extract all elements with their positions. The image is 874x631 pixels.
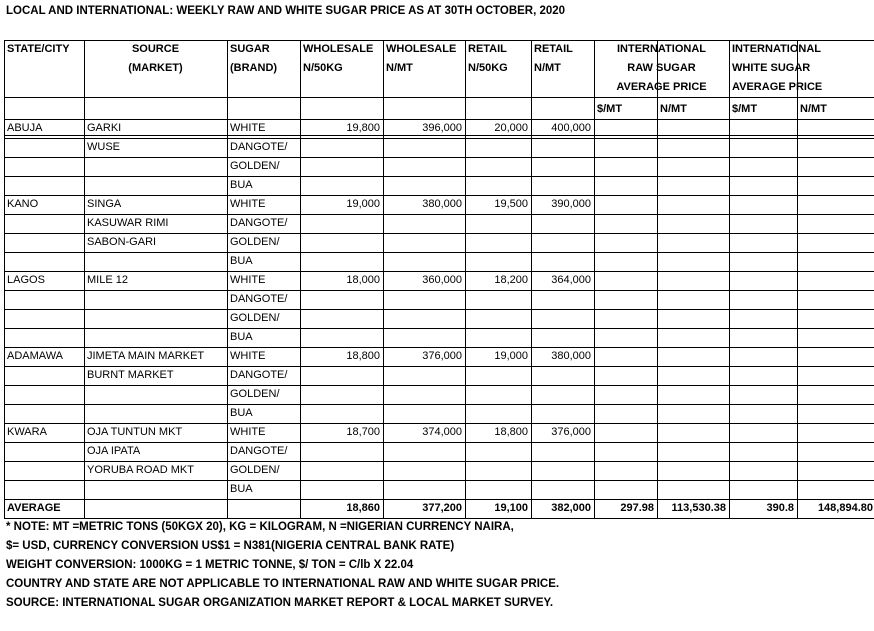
header-source: SOURCE [131,43,180,55]
cell-brand: GOLDEN/ [230,160,280,172]
cell-retail-50kg: 19,500 [494,198,528,210]
cell-state: LAGOS [7,274,45,286]
header-retail-50kg: N/50KG [468,62,508,74]
cell-brand: BUA [230,179,253,191]
cell-source: GARKI [87,122,122,134]
cell-brand: DANGOTE/ [230,217,288,229]
average-raw-usd: 297.98 [620,502,654,514]
cell-retail-mt: 376,000 [551,426,591,438]
average-retail-mt: 382,000 [551,502,591,514]
cell-brand: DANGOTE/ [230,293,288,305]
cell-brand: BUA [230,255,253,267]
cell-wholesale-50kg: 19,000 [346,198,380,210]
average-white-usd: 390.8 [766,502,794,514]
cell-wholesale-mt: 376,000 [422,350,462,362]
header-sugar-brand: SUGAR [230,43,270,55]
cell-source: OJA TUNTUN MKT [87,426,183,438]
cell-retail-mt: 390,000 [551,198,591,210]
cell-brand: DANGOTE/ [230,369,288,381]
cell-brand: WHITE [230,198,266,210]
cell-retail-50kg: 19,000 [494,350,528,362]
cell-wholesale-mt: 360,000 [422,274,462,286]
cell-brand: WHITE [230,350,266,362]
average-raw-n: 113,530.38 [671,502,726,514]
cell-brand: GOLDEN/ [230,388,280,400]
header-intl-raw: AVERAGE PRICE [616,81,707,93]
note-line: $= USD, CURRENCY CONVERSION US$1 = N381(NIGERIA CENTRAL BANK RATE) [6,540,455,552]
cell-brand: GOLDEN/ [230,312,280,324]
cell-state: KANO [7,198,39,210]
average-white-n: 148,894.80 [817,502,873,514]
note-line: * NOTE: MT =METRIC TONS (50KGX 20), KG = KILOGRAM, N =NIGERIAN CURRENCY NAIRA, [6,521,514,533]
cell-wholesale-mt: 380,000 [422,198,462,210]
header-white-usd-mt: $/MT [732,103,758,115]
average-wholesale-mt: 377,200 [422,502,462,514]
cell-wholesale-mt: 374,000 [422,426,462,438]
cell-retail-50kg: 20,000 [494,122,528,134]
cell-retail-50kg: 18,200 [494,274,528,286]
cell-wholesale-50kg: 18,800 [346,350,380,362]
header-intl-raw: INTERNATIONAL [616,43,706,55]
header-raw-usd-mt: $/MT [597,103,623,115]
header-white-n-mt: N/MT [800,103,827,115]
header-intl-white: AVERAGE PRICE [732,81,823,93]
header-wholesale-mt: WHOLESALE [386,43,457,55]
average-wholesale-50kg: 18,860 [346,502,380,514]
cell-brand: DANGOTE/ [230,141,288,153]
cell-source: KASUWAR RIMI [87,217,169,229]
cell-state: ADAMAWA [7,350,64,362]
cell-brand: WHITE [230,426,266,438]
header-intl-white: INTERNATIONAL [732,43,822,55]
header-wholesale-50kg: N/50KG [303,62,343,74]
average-retail-50kg: 19,100 [494,502,528,514]
cell-brand: WHITE [230,274,266,286]
header-state-city: STATE/CITY [7,43,70,55]
header-source: (MARKET) [128,62,183,74]
header-intl-white: WHITE SUGAR [732,62,811,74]
cell-wholesale-50kg: 18,700 [346,426,380,438]
cell-source: WUSE [87,141,120,153]
cell-brand: WHITE [230,122,266,134]
note-line: SOURCE: INTERNATIONAL SUGAR ORGANIZATION MARKET REPORT & LOCAL MARKET SURVEY. [6,597,554,609]
average-label: AVERAGE [7,502,61,514]
cell-wholesale-50kg: 18,000 [346,274,380,286]
cell-source: YORUBA ROAD MKT [87,464,194,476]
cell-brand: GOLDEN/ [230,236,280,248]
cell-wholesale-50kg: 19,800 [346,122,380,134]
cell-source: OJA IPATA [87,445,141,457]
header-wholesale-mt: N/MT [386,62,413,74]
header-sugar-brand: (BRAND) [230,62,278,74]
cell-wholesale-mt: 396,000 [422,122,462,134]
cell-source: JIMETA MAIN MARKET [87,350,205,362]
cell-brand: GOLDEN/ [230,464,280,476]
note-line: WEIGHT CONVERSION: 1000KG = 1 METRIC TONNE, $/ TON = C/lb X 22.04 [6,559,414,571]
header-raw-n-mt: N/MT [660,103,687,115]
sheet-title: LOCAL AND INTERNATIONAL: WEEKLY RAW AND WHITE SUGAR PRICE AS AT 30TH OCTOBER, 2020 [6,5,566,17]
cell-brand: BUA [230,407,253,419]
header-wholesale-50kg: WHOLESALE [303,43,374,55]
cell-source: MILE 12 [87,274,128,286]
cell-brand: BUA [230,483,253,495]
header-retail-mt: N/MT [534,62,561,74]
note-line: COUNTRY AND STATE ARE NOT APPLICABLE TO INTERNATIONAL RAW AND WHITE SUGAR PRICE. [6,578,560,590]
cell-state: ABUJA [7,122,43,134]
cell-retail-mt: 380,000 [551,350,591,362]
cell-retail-mt: 400,000 [551,122,591,134]
cell-source: SABON-GARI [87,236,157,248]
header-retail-mt: RETAIL [534,43,573,55]
cell-state: KWARA [7,426,47,438]
cell-retail-50kg: 18,800 [494,426,528,438]
cell-retail-mt: 364,000 [551,274,591,286]
header-retail-50kg: RETAIL [468,43,507,55]
cell-source: SINGA [87,198,122,210]
header-intl-raw: RAW SUGAR [627,62,696,74]
cell-brand: BUA [230,331,253,343]
cell-source: BURNT MARKET [87,369,174,381]
cell-brand: DANGOTE/ [230,445,288,457]
